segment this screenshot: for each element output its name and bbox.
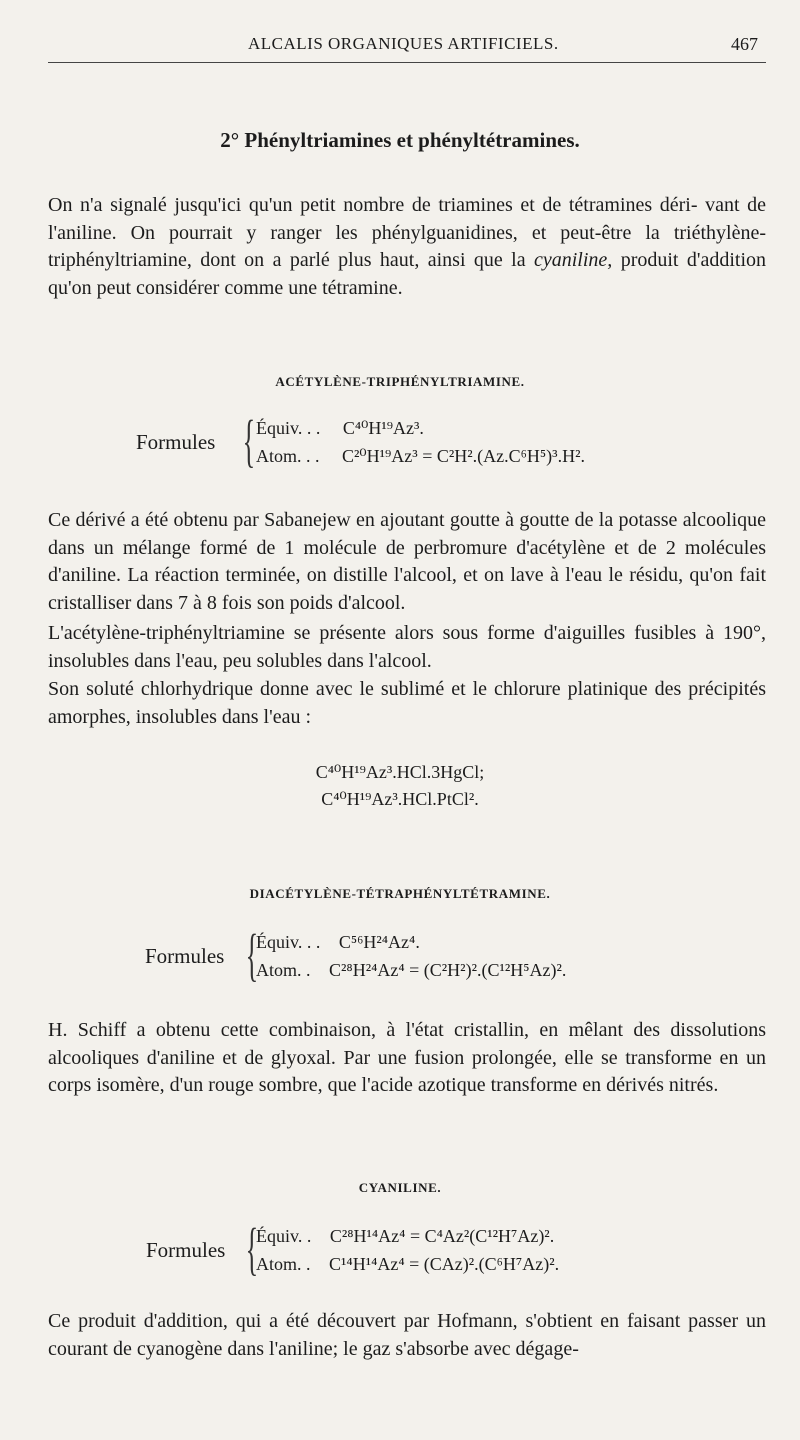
formula-block (0, 1216, 800, 1284)
schiff-paragraph: H. Schiff a obtenu cette combinaison, à l'état cristallin, en mêlant des dissolutions alcooliques d'aniline et de glyoxal. Par une fusion prolongée, elle se transforme en un corps isomère, d'un rouge sombre, que l'acide azotique transforme en dérivés nitrés. (48, 1019, 766, 1096)
formula-label: Formules (146, 1238, 226, 1262)
atom-label: Atom. . (256, 1254, 311, 1274)
compound-heading: CYANILINE. (358, 1180, 442, 1195)
brace-symbol: { (245, 922, 259, 987)
intro-italic: cyaniline, (533, 249, 613, 271)
precipitate-formula: C⁴⁰H¹⁹Az³.HCl.PtCl². (321, 789, 479, 809)
precipitate-formula: C⁴⁰H¹⁹Az³.HCl.3HgCl; (315, 762, 485, 782)
equiv-label: Équiv. . (256, 1226, 312, 1246)
atom-label: Atom. . (256, 960, 311, 980)
aiguilles-paragraph: L'acétylène-triphényltriamine se présente alors sous forme d'aiguilles fusibles à 190°, insolubles dans l'eau, peu solubles dans l'alcool. (48, 622, 766, 672)
sabanejew-paragraph: Ce dérivé a été obtenu par Sabanejew en ajoutant goutte à goutte de la potasse alcoolique dans un mélange formé de 1 molécule de perbromure d'acétylène et de 2 molécules d'aniline. La réaction terminée, on distille l'alcool, et on lave à l'eau le résidu, qu'on fait cristalliser dans 7 à 8 fois son poids d'alcool. (48, 509, 766, 614)
atom-label: Atom. . . (256, 446, 320, 466)
intro-paragraph (48, 192, 766, 302)
formula-label: Formules (145, 944, 225, 968)
solute-paragraph: Son soluté chlorhydrique donne avec le sublimé et le chlorure platinique des précipités amorphes, insolubles dans l'eau : (48, 678, 766, 728)
brace-symbol: { (242, 408, 256, 473)
equiv-label: Équiv. . . (256, 418, 321, 438)
compound-heading: ACÉTYLÈNE-TRIPHÉNYLTRIAMINE. (275, 374, 525, 389)
atom-formula: C²⁰H¹⁹Az³ = C²H².(Az.C⁶H⁵)³.H². (342, 446, 585, 466)
equiv-formula: C⁴⁰H¹⁹Az³. (342, 418, 424, 438)
intro-line: vant de l'aniline. On pourrait y ranger les phénylguanidines, et peut-être la (48, 194, 767, 244)
equiv-label: Équiv. . . (256, 932, 321, 952)
formula-label: Formules (136, 430, 216, 454)
section-title: 2° Phényltriamines et phényltétramines. (220, 128, 580, 152)
atom-formula: C²⁸H²⁴Az⁴ = (C²H²)².(C¹²H⁵Az)². (329, 960, 567, 980)
brace-symbol: { (245, 1216, 259, 1281)
atom-formula: C¹⁴H¹⁴Az⁴ = (CAz)².(C⁶H⁷Az)². (329, 1254, 560, 1274)
page-number: 467 (731, 34, 758, 54)
header-rule (48, 62, 766, 63)
running-title: ALCALIS ORGANIQUES ARTIFICIELS. (248, 34, 559, 53)
intro-line: produit d'addition qu'on peut considérer comme une tétramine. (48, 249, 766, 299)
intro-line: triéthylène-triphényltriamine, dont on a parlé plus haut, ainsi que la (48, 221, 766, 271)
equiv-formula: C⁵⁶H²⁴Az⁴. (338, 932, 420, 952)
formula-block (0, 922, 800, 990)
hofmann-paragraph: Ce produit d'addition, qui a été découvert par Hofmann, s'obtient en faisant passer un courant de cyanogène dans l'aniline; le gaz s'absorbe avec dégage- (48, 1310, 766, 1360)
formula-block (0, 408, 800, 476)
compound-heading: DIACÉTYLÈNE-TÉTRAPHÉNYLTÉTRAMINE. (249, 886, 551, 901)
intro-line: On n'a signalé jusqu'ici qu'un petit nombre de triamines et de tétramines déri- (48, 194, 698, 216)
equiv-formula: C²⁸H¹⁴Az⁴ = C⁴Az²(C¹²H⁷Az)². (329, 1226, 555, 1246)
